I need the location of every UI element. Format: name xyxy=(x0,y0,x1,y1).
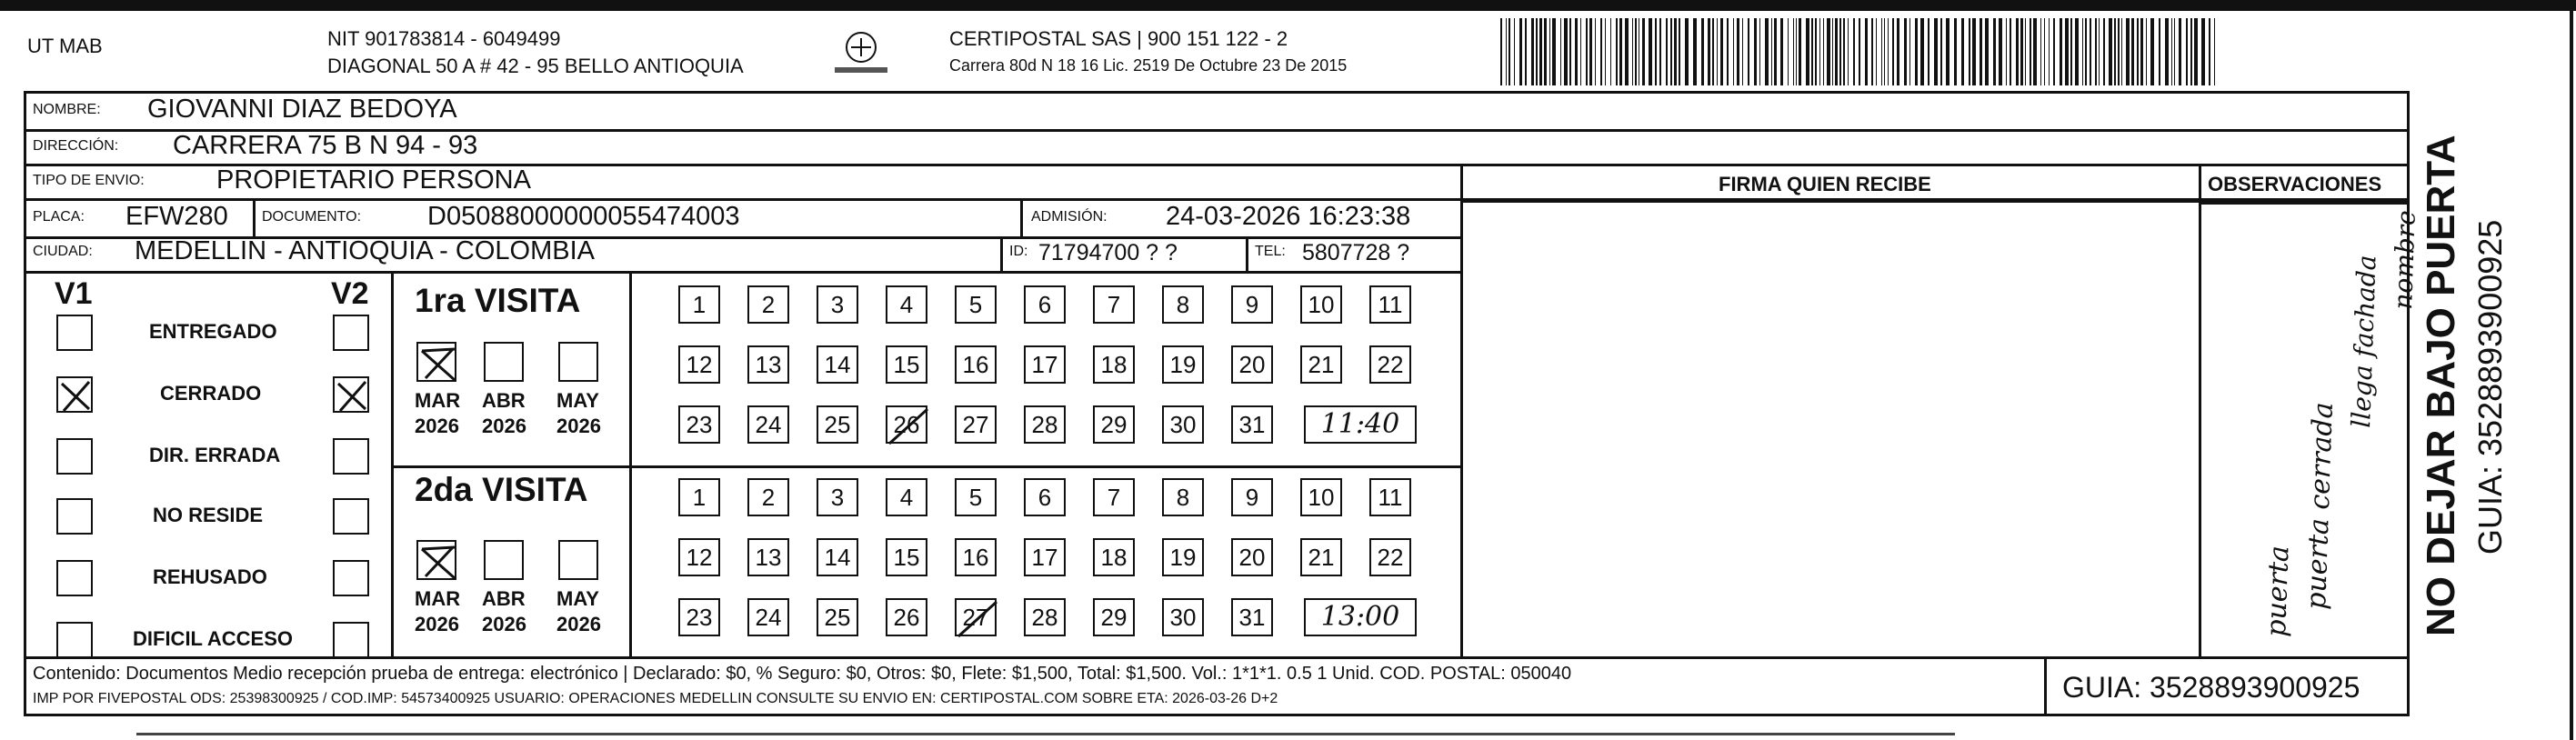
day-number: 2 xyxy=(761,291,776,318)
name-label: NOMBRE: xyxy=(33,102,101,117)
visit1-month-label-0: MAR xyxy=(415,389,461,412)
day-number: 16 xyxy=(962,544,989,571)
carrier-name: CERTIPOSTAL SAS | 900 151 122 - 2 xyxy=(949,27,1288,50)
day-number: 5 xyxy=(968,484,983,511)
visit2-day-2[interactable] xyxy=(747,478,789,516)
day-number: 23 xyxy=(686,604,713,631)
visit1-day-30[interactable] xyxy=(1162,405,1204,444)
visit1-day-29[interactable] xyxy=(1093,405,1135,444)
visit2-day-17[interactable] xyxy=(1024,538,1066,576)
day-number: 27 xyxy=(962,604,989,631)
plate-label: PLACA: xyxy=(33,209,85,225)
visit2-day-10[interactable] xyxy=(1300,478,1342,516)
day-number: 17 xyxy=(1031,351,1058,378)
day-number: 11 xyxy=(1378,484,1403,511)
right-border xyxy=(2570,0,2573,740)
visit1-day-22[interactable] xyxy=(1369,345,1411,384)
visit1-day-5[interactable] xyxy=(955,285,997,324)
day-number: 13 xyxy=(755,351,782,378)
visit-time: 11:40 xyxy=(1320,408,1400,440)
city-value: MEDELLIN - ANTIOQUIA - COLOMBIA xyxy=(135,236,595,265)
day-number: 21 xyxy=(1308,351,1335,378)
visit2-year-label-1: 2026 xyxy=(482,613,526,635)
v1-header: V1 xyxy=(55,276,93,311)
side-guia: GUIA: 3528893900925 xyxy=(2471,219,2509,555)
day-number: 24 xyxy=(755,411,782,438)
visit2-month-label-1: ABR xyxy=(482,587,526,610)
day-number: 7 xyxy=(1107,484,1121,511)
visit2-day-11[interactable] xyxy=(1369,478,1411,516)
visit1-day-7[interactable] xyxy=(1093,285,1135,324)
address-label: DIRECCIÓN: xyxy=(33,138,119,154)
visit1-year-label-0: 2026 xyxy=(415,415,459,437)
visit1-month-checkbox-0[interactable] xyxy=(416,342,456,382)
day-number: 29 xyxy=(1100,604,1128,631)
visit1-day-24[interactable] xyxy=(747,405,789,444)
day-number: 26 xyxy=(893,411,920,438)
plate-value: EFW280 xyxy=(125,202,228,231)
visit1-day-13[interactable] xyxy=(747,345,789,384)
day-number: 23 xyxy=(686,411,713,438)
obs-note-4: puerta xyxy=(2260,545,2296,638)
day-mark-icon xyxy=(887,407,929,445)
barcode xyxy=(1500,18,2228,85)
day-number: 14 xyxy=(824,544,851,571)
visit1-day-10[interactable] xyxy=(1300,285,1342,324)
v1-checkbox-0[interactable] xyxy=(56,315,93,351)
visit2-day-25[interactable] xyxy=(817,598,858,636)
visit2-day-22[interactable] xyxy=(1369,538,1411,576)
v2-checkbox-2[interactable] xyxy=(333,438,369,475)
visit2-day-24[interactable] xyxy=(747,598,789,636)
v2-checkbox-3[interactable] xyxy=(333,498,369,535)
visit1-day-25[interactable] xyxy=(817,405,858,444)
visit1-day-31[interactable] xyxy=(1231,405,1273,444)
day-number: 2 xyxy=(761,484,776,511)
day-number: 20 xyxy=(1238,351,1266,378)
v2-checkbox-4[interactable] xyxy=(333,560,369,596)
visit1-time-box[interactable] xyxy=(1304,405,1417,444)
day-number: 21 xyxy=(1308,544,1335,571)
day-number: 28 xyxy=(1031,604,1058,631)
observations-header: OBSERVACIONES xyxy=(2208,173,2382,195)
visit2-day-6[interactable] xyxy=(1024,478,1066,516)
day-number: 24 xyxy=(755,604,782,631)
visit2-day-14[interactable] xyxy=(817,538,858,576)
check-mark-icon xyxy=(418,344,458,384)
status-label-1: CERRADO xyxy=(160,382,262,405)
company-nit: NIT 901783814 - 6049499 xyxy=(327,27,561,50)
v1-checkbox-1[interactable] xyxy=(56,376,93,413)
day-number: 6 xyxy=(1037,484,1052,511)
visit2-title: 2da VISITA xyxy=(415,471,588,508)
sign-header: FIRMA QUIEN RECIBE xyxy=(1719,173,1931,195)
visit1-day-17[interactable] xyxy=(1024,345,1066,384)
visit2-day-23[interactable] xyxy=(678,598,720,636)
day-number: 4 xyxy=(899,484,914,511)
visit2-day-19[interactable] xyxy=(1162,538,1204,576)
v1-checkbox-4[interactable] xyxy=(56,560,93,596)
visit1-day-3[interactable] xyxy=(817,285,858,324)
visit2-day-12[interactable] xyxy=(678,538,720,576)
id-label: ID: xyxy=(1009,244,1028,259)
visit2-month-label-0: MAR xyxy=(415,587,461,610)
no-dejar-warning: NO DEJAR BAJO PUERTA xyxy=(2419,135,2463,636)
visit2-day-31[interactable] xyxy=(1231,598,1273,636)
visit1-title: 1ra VISITA xyxy=(415,282,581,319)
day-number: 22 xyxy=(1377,351,1404,378)
day-number: 12 xyxy=(686,544,713,571)
visit1-day-23[interactable] xyxy=(678,405,720,444)
day-number: 25 xyxy=(824,604,851,631)
check-mark-icon xyxy=(418,542,458,582)
visit-time: 13:00 xyxy=(1320,601,1400,633)
city-label: CIUDAD: xyxy=(33,244,93,259)
day-number: 14 xyxy=(824,351,851,378)
visit2-day-5[interactable] xyxy=(955,478,997,516)
v1-checkbox-2[interactable] xyxy=(56,438,93,475)
visit1-month-checkbox-2[interactable] xyxy=(558,342,598,382)
company-name: UT MAB xyxy=(27,35,103,57)
visit2-day-20[interactable] xyxy=(1231,538,1273,576)
visit1-year-label-2: 2026 xyxy=(556,415,601,437)
visit2-day-8[interactable] xyxy=(1162,478,1204,516)
visit1-day-26[interactable] xyxy=(886,405,927,444)
status-label-3: NO RESIDE xyxy=(153,504,264,526)
v2-header: V2 xyxy=(331,276,369,311)
visit1-year-label-1: 2026 xyxy=(482,415,526,437)
day-number: 11 xyxy=(1378,291,1403,318)
day-number: 10 xyxy=(1308,291,1335,318)
day-number: 12 xyxy=(686,351,713,378)
day-number: 15 xyxy=(893,544,920,571)
visit1-day-16[interactable] xyxy=(955,345,997,384)
day-number: 9 xyxy=(1245,484,1259,511)
status-label-0: ENTREGADO xyxy=(149,320,277,343)
status-label-2: DIR. ERRADA xyxy=(149,444,281,466)
day-number: 7 xyxy=(1107,291,1121,318)
visit1-day-6[interactable] xyxy=(1024,285,1066,324)
day-number: 30 xyxy=(1169,604,1197,631)
day-number: 10 xyxy=(1308,484,1335,511)
day-number: 26 xyxy=(893,604,920,631)
visit1-day-28[interactable] xyxy=(1024,405,1066,444)
visit1-day-20[interactable] xyxy=(1231,345,1273,384)
day-number: 13 xyxy=(755,544,782,571)
shipment-type: PROPIETARIO PERSONA xyxy=(216,165,531,195)
visit1-day-14[interactable] xyxy=(817,345,858,384)
observations-handwriting xyxy=(2210,209,2421,645)
visit1-day-4[interactable] xyxy=(886,285,927,324)
day-number: 6 xyxy=(1037,291,1052,318)
day-number: 31 xyxy=(1238,604,1266,631)
document-value: D05088000000055474003 xyxy=(427,202,740,231)
top-border xyxy=(0,0,2576,11)
carrier-license: Carrera 80d N 18 16 Lic. 2519 De Octubre 23 De 2015 xyxy=(949,56,1348,75)
check-mark-icon xyxy=(335,378,371,415)
visit1-day-1[interactable] xyxy=(678,285,720,324)
visit1-day-21[interactable] xyxy=(1300,345,1342,384)
visit1-day-18[interactable] xyxy=(1093,345,1135,384)
type-label: TIPO DE ENVIO: xyxy=(33,173,145,188)
footer-contents: Contenido: Documentos Medio recepción prueba de entrega: electrónico | Declarado: $0, % Seguro: $0, Otros: $0, Flete: $1,500, Total: $1,500. Vol.: 1*1*1. 0.5 1 Unid. COD. POSTAL: 050040 xyxy=(33,664,1572,684)
visit1-month-label-1: ABR xyxy=(482,389,526,412)
day-mark-icon xyxy=(957,600,998,638)
day-number: 20 xyxy=(1238,544,1266,571)
day-number: 15 xyxy=(893,351,920,378)
day-number: 18 xyxy=(1100,351,1128,378)
id-value: 71794700 ? ? xyxy=(1038,240,1178,265)
visit2-day-18[interactable] xyxy=(1093,538,1135,576)
day-number: 22 xyxy=(1377,544,1404,571)
visit2-day-4[interactable] xyxy=(886,478,927,516)
visit2-day-21[interactable] xyxy=(1300,538,1342,576)
visit1-day-12[interactable] xyxy=(678,345,720,384)
visit1-day-8[interactable] xyxy=(1162,285,1204,324)
status-label-4: REHUSADO xyxy=(153,565,267,588)
visit2-month-label-2: MAY xyxy=(556,587,599,610)
visit2-day-27[interactable] xyxy=(955,598,997,636)
recipient-name: GIOVANNI DIAZ BEDOYA xyxy=(147,95,457,124)
obs-note-2: llega fachada xyxy=(2346,255,2382,429)
visit2-day-26[interactable] xyxy=(886,598,927,636)
v2-checkbox-0[interactable] xyxy=(333,315,369,351)
day-number: 27 xyxy=(962,411,989,438)
v2-checkbox-5[interactable] xyxy=(333,622,369,658)
visit1-day-11[interactable] xyxy=(1369,285,1411,324)
visit2-month-checkbox-2[interactable] xyxy=(558,540,598,580)
day-number: 5 xyxy=(968,291,983,318)
visit1-month-checkbox-1[interactable] xyxy=(484,342,524,382)
footer-print-info: IMP POR FIVEPOSTAL ODS: 25398300925 / COD.IMP: 54573400925 USUARIO: OPERACIONES MEDELLIN CONSULTE SU ENVIO EN: CERTIPOSTAL.COM SOBRE ETA: 2026-03-26 D+2 xyxy=(33,691,1278,706)
admission-label: ADMISIÓN: xyxy=(1031,209,1108,225)
visit2-time-box[interactable] xyxy=(1304,598,1417,636)
day-number: 3 xyxy=(830,291,845,318)
visit1-day-27[interactable] xyxy=(955,405,997,444)
day-number: 17 xyxy=(1031,544,1058,571)
day-number: 19 xyxy=(1169,544,1197,571)
visit1-day-15[interactable] xyxy=(886,345,927,384)
v1-checkbox-5[interactable] xyxy=(56,622,93,658)
document-label: DOCUMENTO: xyxy=(262,209,362,225)
admission-value: 24-03-2026 16:23:38 xyxy=(1166,202,1411,231)
day-number: 18 xyxy=(1100,544,1128,571)
visit2-day-15[interactable] xyxy=(886,538,927,576)
visit2-month-checkbox-0[interactable] xyxy=(416,540,456,580)
day-number: 1 xyxy=(692,291,707,318)
bottom-line xyxy=(136,733,1955,735)
visit2-month-checkbox-1[interactable] xyxy=(484,540,524,580)
logo-icon xyxy=(829,27,893,82)
certipostal-logo xyxy=(829,27,893,82)
day-number: 8 xyxy=(1176,291,1190,318)
visit2-day-30[interactable] xyxy=(1162,598,1204,636)
visit2-year-label-0: 2026 xyxy=(415,613,459,635)
day-number: 16 xyxy=(962,351,989,378)
recipient-address: CARRERA 75 B N 94 - 93 xyxy=(173,131,478,160)
day-number: 30 xyxy=(1169,411,1197,438)
company-address: DIAGONAL 50 A # 42 - 95 BELLO ANTIOQUIA xyxy=(327,55,744,77)
visit2-day-29[interactable] xyxy=(1093,598,1135,636)
day-number: 29 xyxy=(1100,411,1128,438)
v2-checkbox-1[interactable] xyxy=(333,376,369,413)
visit1-day-19[interactable] xyxy=(1162,345,1204,384)
obs-note-1: puerta cerrada xyxy=(2300,401,2340,611)
day-number: 28 xyxy=(1031,411,1058,438)
visit1-month-label-2: MAY xyxy=(556,389,599,412)
day-number: 25 xyxy=(824,411,851,438)
day-number: 9 xyxy=(1245,291,1259,318)
visit2-day-28[interactable] xyxy=(1024,598,1066,636)
status-label-5: DIFICIL ACCESO xyxy=(133,627,294,650)
v1-checkbox-3[interactable] xyxy=(56,498,93,535)
day-number: 31 xyxy=(1238,411,1266,438)
footer-guia: GUIA: 3528893900925 xyxy=(2062,671,2360,704)
day-number: 3 xyxy=(830,484,845,511)
tel-value: 5807728 ? xyxy=(1302,240,1410,265)
visit2-day-3[interactable] xyxy=(817,478,858,516)
day-number: 4 xyxy=(899,291,914,318)
visit2-day-7[interactable] xyxy=(1093,478,1135,516)
visit2-day-16[interactable] xyxy=(955,538,997,576)
visit2-day-1[interactable] xyxy=(678,478,720,516)
tel-label: TEL: xyxy=(1255,244,1286,259)
visit2-day-9[interactable] xyxy=(1231,478,1273,516)
day-number: 19 xyxy=(1169,351,1197,378)
visit1-day-9[interactable] xyxy=(1231,285,1273,324)
day-number: 1 xyxy=(692,484,707,511)
visit2-year-label-2: 2026 xyxy=(556,613,601,635)
visit1-day-2[interactable] xyxy=(747,285,789,324)
day-number: 8 xyxy=(1176,484,1190,511)
obs-note-3: nombre xyxy=(2388,209,2421,311)
visit2-day-13[interactable] xyxy=(747,538,789,576)
check-mark-icon xyxy=(58,378,95,415)
